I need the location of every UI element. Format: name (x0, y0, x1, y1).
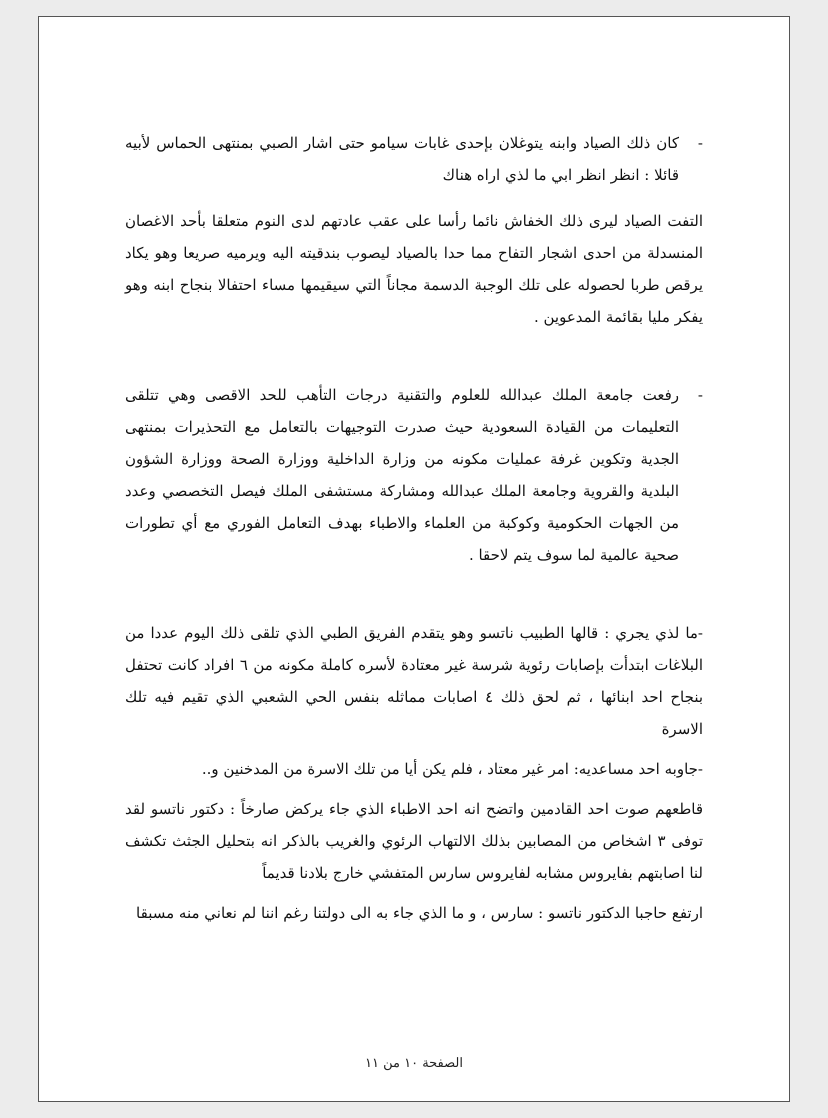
paragraph-assistant-reply: -جاوبه احد مساعديه: امر غير معتاد ، فلم يكن أيا من تلك الاسرة من المدخنين و.. (201, 760, 703, 778)
paragraph-bat: التفت الصياد ليرى ذلك الخفاش نائما رأسا على عقب عادتهم لدى النوم متعلقا بأحد الاغصان المنسدلة من احدى اشجار التفاح مما حدا بالصياد ليصوب بندقيته اليه ويرميه صريعا وهو يكاد يرقص طربا لحصوله على تلك الوجبة الدسمة مجاناً التي سيقيمها مساء احتفالا بنجاح ابنه وهو يفكر مليا بقائمة المدعوين . (125, 212, 703, 326)
bullet-dash: - (697, 386, 703, 404)
page-number-footer: الصفحة ١٠ من ١١ (365, 1056, 463, 1071)
spacer (125, 333, 703, 379)
paragraph-doctor-natsu: -ما لذي يجري : قالها الطبيب ناتسو وهو يتقدم الفريق الطبي الذي تلقى ذلك اليوم عددا من البلاغات ابتدأت بإصابات رئوية شرسة غير معتادة لأسره كاملة مكونه من ٦ افراد كانت تحتفل بنجاح احد ابنائها ، ثم لحق ذلك ٤ اصابات مماثله بنفس الحي الشعبي الذي تقيم فيه تلك الاسرة (125, 624, 704, 738)
spacer (125, 785, 703, 793)
paragraph-interruption: قاطعهم صوت احد القادمين واتضح انه احد الاطباء الذي جاء يركض صارخاً : دكتور ناتسو لقد توفى ٣ اشخاص من المصابين بذلك الالتهاب الرئوي والغريب بالذكر انه بتحليل الجثث تكشف لنا اصابتهم بفايروس مشابه لفايروس سارس المتفشي خارج بلادنا قديماً (125, 800, 703, 882)
bullet-dash: - (697, 134, 703, 152)
paragraph-hunter-son (125, 127, 703, 191)
spacer (125, 191, 703, 205)
spacer (125, 889, 703, 897)
paragraph-kaust (125, 379, 703, 571)
document-body (125, 127, 703, 929)
paragraph-text: رفعت جامعة الملك عبدالله للعلوم والتقنية درجات التأهب للحد الاقصى وهي تتلقى التعليمات من القيادة السعودية حيث صدرت التوجيهات بالتعامل مع التحذيرات بمنتهى الجدية وتكوين غرفة عمليات مكونه من وزارة الداخلية ووزارة الصحة ووزارة الشؤون البلدية والقروية وجامعة الملك عبدالله ومشاركة مستشفى الملك فيصل التخصصي وعدد من الجهات الحكومية وكوكبة من العلماء والاطباء بهدف التعامل الفوري مع أي تطورات صحية عالمية لما سوف يتم لاحقا . (125, 386, 679, 564)
paragraph-sars: ارتفع حاجبا الدكتور ناتسو : سارس ، و ما الذي جاء به الى دولتنا رغم اننا لم نعاني منه مسبقا (136, 904, 703, 922)
document-page (38, 16, 790, 1102)
spacer (125, 571, 703, 617)
paragraph-text: كان ذلك الصياد وابنه يتوغلان بإحدى غابات سيامو حتى اشار الصبي بمنتهى الحماس لأبيه قائلا : انظر انظر ابي ما لذي اراه هناك (125, 134, 679, 184)
spacer (125, 745, 703, 753)
